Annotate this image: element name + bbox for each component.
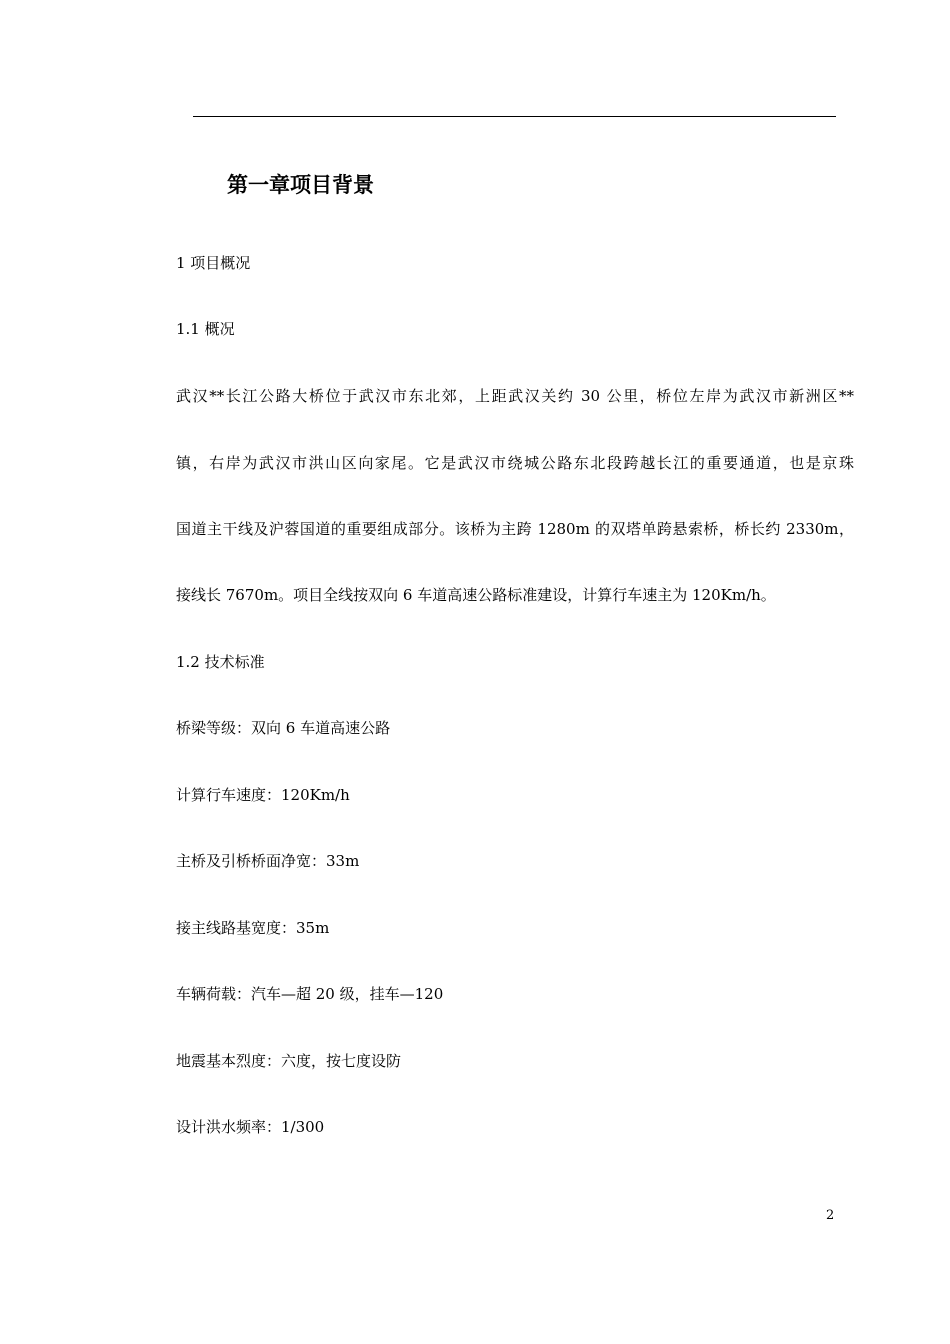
chapter-title: 第一章项目背景: [227, 173, 374, 197]
paragraph-line: 接线长 7670m。项目全线按双向 6 车道高速公路标准建设，计算行车速主为 120Km/h。: [176, 586, 776, 604]
paragraph-line: 武汉**长江公路大桥位于武汉市东北郊，上距武汉关约 30 公里，桥位左岸为武汉市新洲区**: [176, 387, 854, 405]
standard-item: 主桥及引桥桥面净宽：33m: [176, 852, 360, 870]
section-heading-1-1: 1.1 概况: [176, 320, 235, 338]
standard-item: 车辆荷载：汽车—超 20 级，挂车—120: [176, 985, 444, 1003]
header-rule: [193, 116, 836, 117]
section-heading-1: 1 项目概况: [176, 254, 251, 272]
page-number: 2: [826, 1208, 835, 1223]
paragraph-line: 镇，右岸为武汉市洪山区向家尾。它是武汉市绕城公路东北段跨越长江的重要通道，也是京珠: [176, 454, 854, 472]
paragraph-line: 国道主干线及沪蓉国道的重要组成部分。该桥为主跨 1280m 的双塔单跨悬索桥，桥长约 2330m，: [176, 520, 854, 538]
standard-item: 地震基本烈度：六度，按七度设防: [176, 1052, 402, 1070]
standard-item: 桥梁等级：双向 6 车道高速公路: [176, 719, 391, 737]
standard-item: 接主线路基宽度：35m: [176, 919, 330, 937]
section-heading-1-2: 1.2 技术标准: [176, 653, 265, 671]
standard-item: 计算行车速度：120Km/h: [176, 786, 350, 804]
standard-item: 设计洪水频率：1/300: [176, 1118, 325, 1136]
